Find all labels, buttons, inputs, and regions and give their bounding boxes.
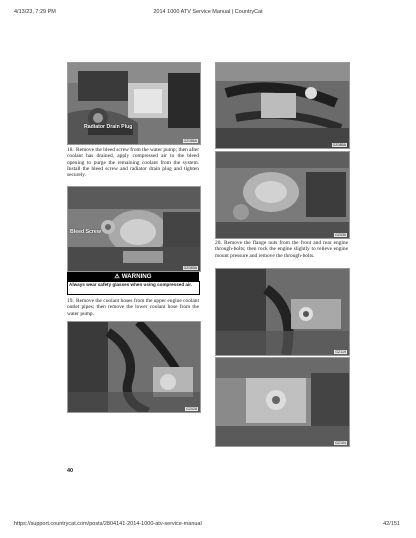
warning-body: Always wear safety glasses when using compressed air. [67,281,200,295]
engine-image [68,63,200,144]
photo-label-radiator-drain-plug: Radiator Drain Plug [84,124,133,130]
bolt-image [216,269,349,355]
engine-image [216,152,349,238]
header-title: 2014 1000 ATV Service Manual | CountryCat [153,9,263,15]
photo-bleed-screw [67,186,201,272]
photo-code: GZ028 [186,406,197,411]
photo-code: GZ089A [183,265,197,270]
engine-image [216,63,349,148]
photo-radiator-drain-plug [67,62,201,145]
footer-url[interactable]: https://support.countrycat.com/posts/2804141-2014-1000-atv-service-manual [14,521,202,527]
step-text: Remove the bleed screw from the water pump; then after coolant has drained, apply compressed air to the bleed opening to purge the remaining coolant from the system. Install the bleed screw and radiator drain plug and tighten securely. [67,147,199,179]
photo-code: GZ119 [335,349,346,354]
photo-engine-mount [215,151,350,239]
warning-icon: ⚠ [114,273,120,280]
step-text: Remove the coolant hoses from the upper engine coolant outlet pipes; then remove the lower coolant hose from the water pump. [67,298,199,317]
step-18 [67,147,199,178]
photo-code: GZ086A [183,138,197,143]
photo-code: GZ085A [332,142,346,147]
photo-code: GZ030 [335,232,346,237]
photo-label-bleed-screw: Bleed Screw [70,229,101,235]
step-19 [67,298,199,317]
photo-engine-hoses [215,62,350,149]
step-20 [215,240,348,259]
warning-header [67,272,199,281]
footer-page-count: 42/151 [383,521,400,527]
header-datetime: 4/13/23, 7:29 PM [14,9,56,15]
step-text: Remove the flange nuts from the front and rear engine through-bolts; then rock the engine slightly to relieve engine mount pressure and remove the through-bolts. [215,240,348,259]
step-number: 20. [215,240,222,246]
photo-code: GZ104 [335,440,346,445]
step-number: 19. [67,298,74,304]
warning-title: WARNING [121,273,152,280]
bolt-image [216,358,349,446]
step-number: 18. [67,147,74,153]
hose-image [68,322,200,412]
photo-coolant-hoses [67,321,201,413]
photo-through-bolt-rear [215,357,350,447]
photo-through-bolt-front [215,268,350,356]
page-number: 40 [67,468,74,474]
